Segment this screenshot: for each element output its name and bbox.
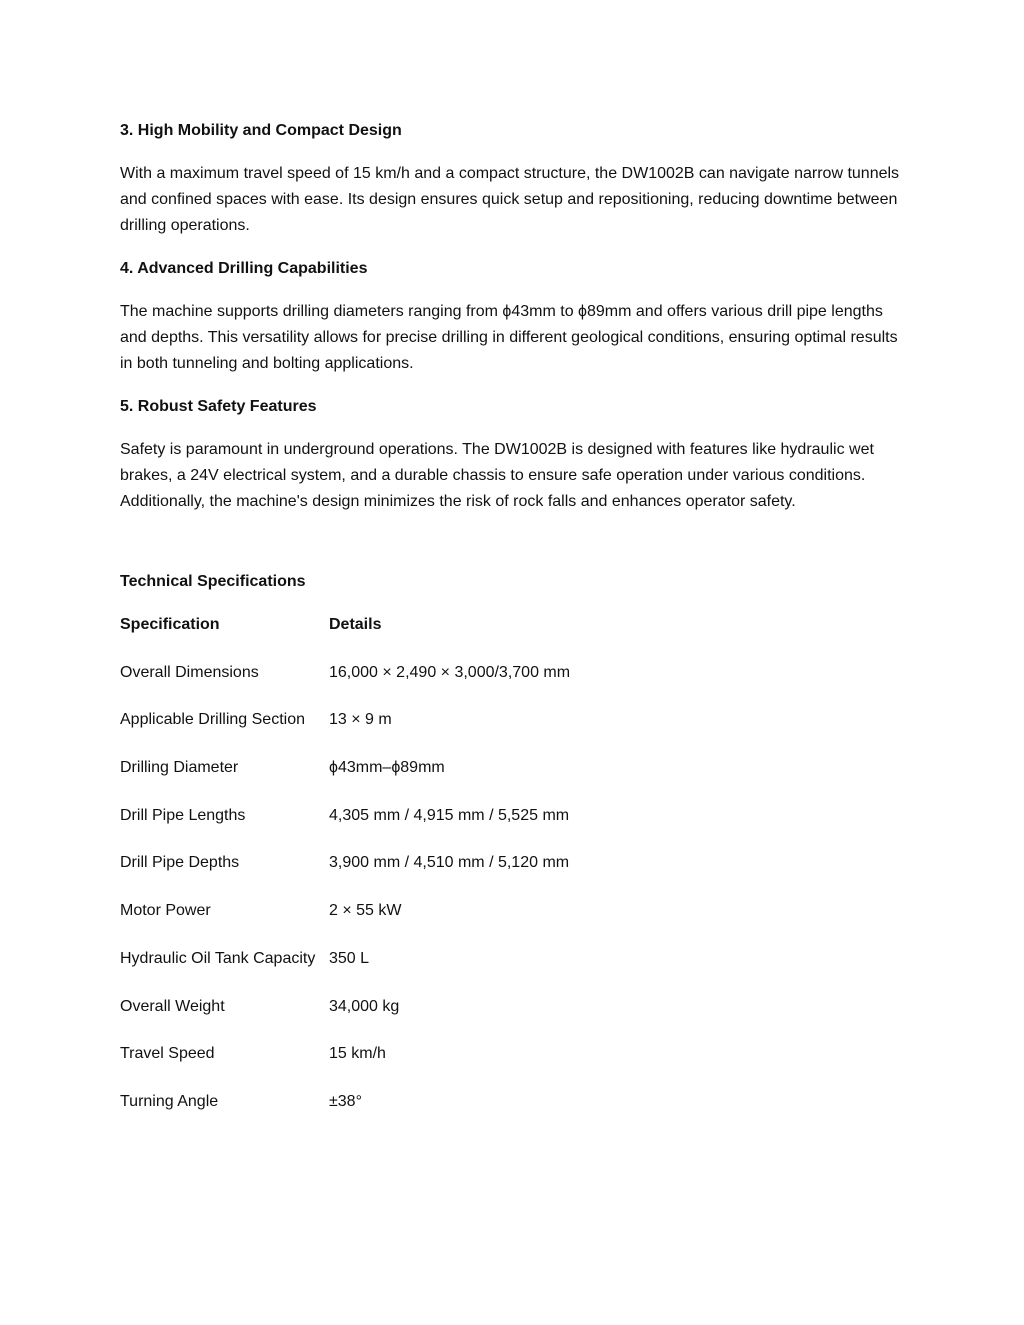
- spec-value-cell: 15 km/h: [329, 1045, 386, 1063]
- spec-value-cell: 4,305 mm / 4,915 mm / 5,525 mm: [329, 806, 570, 824]
- table-row: [120, 950, 910, 998]
- section-paragraph: Safety is paramount in underground operations. The DW1002B is designed with features like hydraulic wet brakes, a 24V electrical system, and a durable chassis to ensure safe operation under various conditions. Additionally, the machine's design minimizes the risk of rock falls and enhances operator safety.: [120, 441, 874, 510]
- document-page: [120, 118, 910, 1141]
- section-safety: [120, 394, 910, 515]
- table-row: [120, 664, 910, 712]
- spec-value-cell: 3,900 mm / 4,510 mm / 5,120 mm: [329, 854, 570, 872]
- spec-name-cell: Drill Pipe Depths: [120, 854, 240, 872]
- spec-value-cell: ±38°: [329, 1092, 362, 1110]
- section-paragraph: The machine supports drilling diameters ranging from ϕ43mm to ϕ89mm and offers various drill pipe lengths and depths. This versatility allows for precise drilling in different geological conditions, ensuring optimal results in both tunneling and bolting applications.: [120, 303, 898, 372]
- spec-value-cell: 16,000 × 2,490 × 3,000/3,700 mm: [329, 663, 571, 681]
- specs-table: [120, 616, 910, 1141]
- table-row: [120, 1093, 910, 1141]
- spec-value-cell: 34,000 kg: [329, 997, 400, 1015]
- header-cell-specification: Specification: [120, 616, 220, 633]
- spec-name-cell: Travel Speed: [120, 1045, 215, 1063]
- spec-name-cell: Overall Weight: [120, 997, 225, 1015]
- table-row: [120, 998, 910, 1046]
- spec-value-cell: 13 × 9 m: [329, 711, 392, 729]
- section-heading: 3. High Mobility and Compact Design: [120, 122, 402, 139]
- spec-name-cell: Motor Power: [120, 902, 211, 920]
- section-heading: 4. Advanced Drilling Capabilities: [120, 260, 368, 277]
- specs-header-row: [120, 616, 910, 664]
- spec-name-cell: Applicable Drilling Section: [120, 711, 305, 729]
- spec-name-cell: Hydraulic Oil Tank Capacity: [120, 949, 316, 967]
- spec-name-cell: Turning Angle: [120, 1092, 219, 1110]
- spec-name-cell: Overall Dimensions: [120, 663, 259, 681]
- specs-title: Technical Specifications: [120, 573, 306, 590]
- spec-value-cell: 2 × 55 kW: [329, 902, 402, 920]
- table-row: [120, 902, 910, 950]
- spec-name-cell: Drilling Diameter: [120, 759, 239, 777]
- table-row: [120, 759, 910, 807]
- spec-value-cell: ϕ43mm–ϕ89mm: [329, 759, 445, 777]
- section-paragraph: With a maximum travel speed of 15 km/h and a compact structure, the DW1002B can navigate narrow tunnels and confined spaces with ease. Its design ensures quick setup and repositioning, reducing downtime between drilling operations.: [120, 165, 900, 234]
- spec-name-cell: Drill Pipe Lengths: [120, 806, 246, 824]
- section-heading: 5. Robust Safety Features: [120, 398, 317, 415]
- section-drilling: [120, 256, 910, 377]
- table-row: [120, 711, 910, 759]
- table-row: [120, 854, 910, 902]
- table-row: [120, 807, 910, 855]
- spec-value-cell: 350 L: [329, 949, 370, 967]
- table-row: [120, 1045, 910, 1093]
- section-mobility: [120, 118, 910, 239]
- header-cell-details: Details: [329, 616, 382, 633]
